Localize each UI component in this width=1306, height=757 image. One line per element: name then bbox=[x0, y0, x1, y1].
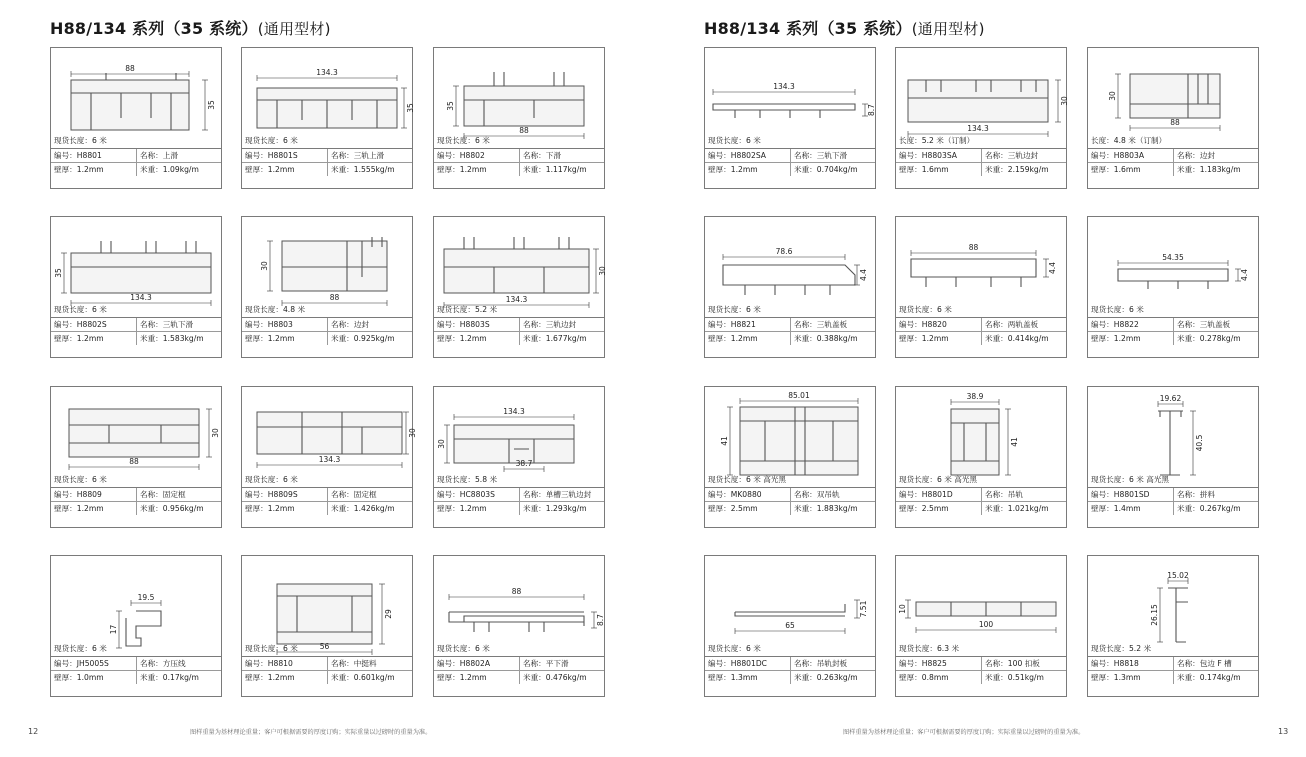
page-title-text: H88/134 系列（35 系统） bbox=[704, 19, 912, 38]
stock-length: 现货长度：5.2 米 bbox=[437, 305, 498, 314]
dimension-label: 134.3 bbox=[316, 68, 338, 77]
meter-weight: 米重：0.925kg/m bbox=[331, 334, 395, 343]
dimension-label: 56 bbox=[319, 642, 330, 651]
spec-row bbox=[1088, 317, 1258, 331]
product-name: 名称：三轨上滑 bbox=[331, 151, 385, 160]
product-card bbox=[433, 216, 607, 357]
dimension-label: 29 bbox=[384, 609, 393, 619]
product-card bbox=[433, 386, 604, 527]
spec-row bbox=[434, 487, 604, 501]
meter-weight: 米重：1.117kg/m bbox=[523, 165, 587, 174]
meter-weight: 米重：0.51kg/m bbox=[985, 673, 1044, 682]
spec-row bbox=[434, 501, 604, 515]
meter-weight: 米重：1.426kg/m bbox=[331, 504, 395, 513]
spec-row bbox=[1088, 487, 1258, 501]
wall-thickness: 壁厚：1.2mm bbox=[705, 332, 791, 345]
product-code: 编号：H8803 bbox=[242, 318, 328, 331]
product-code: 编号：H8801 bbox=[51, 149, 137, 162]
meter-weight: 米重：1.883kg/m bbox=[794, 504, 858, 513]
wall-thickness: 壁厚：1.2mm bbox=[242, 671, 328, 684]
product-name: 名称：方压线 bbox=[140, 659, 186, 668]
spec-row bbox=[434, 148, 604, 162]
wall-thickness: 壁厚：1.2mm bbox=[896, 332, 982, 345]
wall-thickness: 壁厚：1.2mm bbox=[434, 671, 520, 684]
wall-thickness: 壁厚：1.2mm bbox=[242, 163, 328, 176]
product-card bbox=[704, 216, 875, 357]
stock-length: 现货长度：6 米 bbox=[708, 136, 761, 145]
product-card bbox=[1087, 555, 1258, 696]
dimension-label: 30 bbox=[437, 439, 446, 449]
product-code: 编号：H8818 bbox=[1088, 657, 1174, 670]
stock-length: 现货长度：6 米 bbox=[245, 136, 298, 145]
dimension-label: 40.5 bbox=[1195, 434, 1204, 452]
product-card bbox=[1087, 386, 1258, 527]
profile-drawing bbox=[241, 555, 413, 657]
footnote-right: 图样重量为基材理论重量；客户可根据需要的厚度订购；实际重量以过磅时的重量为准。 bbox=[843, 729, 1085, 736]
page-title-right bbox=[704, 16, 985, 39]
spec-table bbox=[433, 148, 605, 189]
wall-thickness: 壁厚：1.6mm bbox=[896, 163, 982, 176]
spec-table bbox=[241, 317, 413, 358]
stock-length: 现货长度：6 米 bbox=[54, 644, 107, 653]
product-card bbox=[895, 216, 1066, 357]
dimension-label: 88 bbox=[968, 243, 979, 252]
spec-table bbox=[704, 148, 876, 189]
dimension-label: 41 bbox=[1010, 437, 1019, 447]
stock-length: 现货长度：6 米 bbox=[437, 644, 490, 653]
spec-row bbox=[1088, 162, 1258, 176]
spec-row bbox=[434, 670, 604, 684]
dimension-label: 26.15 bbox=[1150, 604, 1159, 626]
meter-weight: 米重：0.388kg/m bbox=[794, 334, 858, 343]
meter-weight: 米重：0.267kg/m bbox=[1177, 504, 1241, 513]
dimension-label: 17 bbox=[109, 624, 118, 635]
wall-thickness: 壁厚：1.3mm bbox=[705, 671, 791, 684]
dimension-label: 7.51 bbox=[859, 600, 868, 618]
spec-row bbox=[434, 656, 604, 670]
profile-drawing bbox=[50, 47, 222, 149]
dimension-label: 30 bbox=[408, 428, 417, 438]
product-code: 编号：H8801SD bbox=[1088, 488, 1174, 501]
product-name: 名称：固定框 bbox=[331, 490, 377, 499]
profile-drawing bbox=[1087, 555, 1259, 657]
profile-drawing bbox=[704, 555, 876, 657]
stock-length: 现货长度：6 米 bbox=[708, 305, 761, 314]
dimension-label: 4.4 bbox=[1240, 269, 1249, 281]
dimension-label: 35 bbox=[406, 103, 415, 113]
product-code: 编号：H8803S bbox=[434, 318, 520, 331]
product-code: 编号：H8803SA bbox=[896, 149, 982, 162]
dimension-label: 4.4 bbox=[1048, 262, 1057, 274]
dimension-label: 30 bbox=[260, 261, 269, 271]
dimension-label: 85.01 bbox=[788, 391, 810, 400]
spec-row bbox=[242, 656, 412, 670]
meter-weight: 米重：0.278kg/m bbox=[1177, 334, 1241, 343]
product-name: 名称：两轨盖板 bbox=[985, 320, 1039, 329]
dimension-label: 134.3 bbox=[130, 293, 152, 302]
dimension-label: 54.35 bbox=[1162, 253, 1184, 262]
dimension-label: 134.3 bbox=[318, 455, 341, 464]
stock-length: 现货长度：6 米 bbox=[437, 136, 490, 145]
wall-thickness: 壁厚：1.6mm bbox=[1088, 163, 1174, 176]
meter-weight: 米重：0.263kg/m bbox=[794, 673, 858, 682]
product-card bbox=[895, 555, 1066, 696]
stock-length: 现货长度：5.8 米 bbox=[437, 475, 498, 484]
meter-weight: 米重：1.583kg/m bbox=[140, 334, 204, 343]
wall-thickness: 壁厚：1.2mm bbox=[1088, 332, 1174, 345]
dimension-label: 134.3 bbox=[503, 407, 525, 416]
profile-drawing bbox=[895, 386, 1067, 488]
meter-weight: 米重：1.09kg/m bbox=[140, 165, 199, 174]
product-code: 编号：H8810 bbox=[242, 657, 328, 670]
dimension-label: 78.6 bbox=[775, 247, 793, 256]
spec-row bbox=[705, 331, 875, 345]
product-code: 编号：JH5005S bbox=[51, 657, 137, 670]
spec-table bbox=[50, 148, 222, 189]
spec-row bbox=[705, 317, 875, 331]
profile-drawing bbox=[704, 216, 876, 318]
product-code: 编号：H8801S bbox=[242, 149, 328, 162]
meter-weight: 米重：1.293kg/m bbox=[523, 504, 587, 513]
spec-row bbox=[242, 317, 412, 331]
stock-length: 现货长度：6 米 高光黑 bbox=[1091, 475, 1170, 484]
spec-row bbox=[51, 331, 221, 345]
spec-row bbox=[705, 148, 875, 162]
stock-length: 现货长度：6 米 bbox=[1091, 305, 1144, 314]
product-card bbox=[895, 386, 1066, 527]
product-name: 名称：双吊轨 bbox=[794, 490, 840, 499]
dimension-label: 88 bbox=[329, 293, 340, 302]
product-name: 名称：100 扣板 bbox=[985, 659, 1040, 668]
profile-drawing bbox=[241, 386, 417, 488]
dimension-label: 65 bbox=[785, 621, 795, 630]
spec-table bbox=[895, 148, 1067, 189]
product-card bbox=[50, 386, 221, 527]
spec-table bbox=[895, 317, 1067, 358]
profile-drawing bbox=[50, 386, 222, 488]
meter-weight: 米重：0.17kg/m bbox=[140, 673, 199, 682]
product-name: 名称：边封 bbox=[331, 320, 369, 329]
meter-weight: 米重：0.174kg/m bbox=[1177, 673, 1241, 682]
product-card bbox=[433, 47, 604, 188]
spec-row bbox=[434, 317, 604, 331]
spec-row bbox=[242, 148, 412, 162]
dimension-label: 134.3 bbox=[505, 295, 528, 304]
spec-table bbox=[241, 656, 413, 697]
spec-table bbox=[1087, 656, 1259, 697]
meter-weight: 米重：0.476kg/m bbox=[523, 673, 587, 682]
dimension-label: 134.3 bbox=[773, 82, 795, 91]
wall-thickness: 壁厚：1.0mm bbox=[51, 671, 137, 684]
dimension-label: 8.7 bbox=[596, 614, 605, 626]
meter-weight: 米重：1.183kg/m bbox=[1177, 165, 1241, 174]
product-name: 名称：拼料 bbox=[1177, 490, 1215, 499]
dimension-label: 35 bbox=[446, 101, 455, 111]
wall-thickness: 壁厚：1.2mm bbox=[51, 163, 137, 176]
stock-length: 现货长度：6 米 bbox=[708, 644, 761, 653]
product-card bbox=[50, 216, 221, 357]
product-card bbox=[704, 555, 875, 696]
footnote-left: 图样重量为基材理论重量；客户可根据需要的厚度订购；实际重量以过磅时的重量为准。 bbox=[190, 729, 432, 736]
product-card bbox=[1087, 47, 1258, 188]
spec-table bbox=[895, 656, 1067, 697]
wall-thickness: 壁厚：1.2mm bbox=[434, 332, 520, 345]
dimension-label: 30 bbox=[211, 428, 220, 438]
spec-table bbox=[433, 656, 605, 697]
spec-row bbox=[242, 670, 412, 684]
product-code: 编号：H8809 bbox=[51, 488, 137, 501]
dimension-label: 30 bbox=[1108, 91, 1117, 101]
profile-drawing bbox=[50, 555, 222, 657]
page-title-text: H88/134 系列（35 系统） bbox=[50, 19, 258, 38]
wall-thickness: 壁厚：1.2mm bbox=[434, 163, 520, 176]
product-name: 名称：中挺料 bbox=[331, 659, 377, 668]
stock-length: 现货长度：6 米 bbox=[245, 475, 298, 484]
spec-row bbox=[434, 331, 604, 345]
profile-drawing bbox=[241, 47, 413, 149]
product-code: 编号：H8809S bbox=[242, 488, 328, 501]
wall-thickness: 壁厚：2.5mm bbox=[896, 502, 982, 515]
dimension-label: 19.62 bbox=[1159, 394, 1182, 403]
wall-thickness: 壁厚：1.3mm bbox=[1088, 671, 1174, 684]
dimension-label: 41 bbox=[720, 436, 729, 446]
wall-thickness: 壁厚：1.2mm bbox=[51, 332, 137, 345]
product-name: 名称：上滑 bbox=[140, 151, 178, 160]
product-code: 编号：H8801DC bbox=[705, 657, 791, 670]
dimension-label: 19.5 bbox=[137, 593, 155, 602]
dimension-label: 8.7 bbox=[867, 104, 876, 116]
stock-length: 长度：4.8 米（订制） bbox=[1091, 136, 1167, 145]
meter-weight: 米重：2.159kg/m bbox=[985, 165, 1049, 174]
spec-row bbox=[51, 317, 221, 331]
spec-row bbox=[1088, 501, 1258, 515]
spec-table bbox=[1087, 487, 1259, 528]
product-card bbox=[704, 47, 875, 188]
dimension-label: 88 bbox=[125, 64, 135, 73]
stock-length: 现货长度：6.3 米 bbox=[899, 644, 960, 653]
product-name: 名称：边封 bbox=[1177, 151, 1215, 160]
spec-table bbox=[241, 487, 413, 528]
spec-row bbox=[705, 656, 875, 670]
spec-table bbox=[704, 656, 876, 697]
spec-row bbox=[1088, 148, 1258, 162]
profile-drawing bbox=[241, 216, 413, 318]
stock-length: 现货长度：6 米 高光黑 bbox=[708, 475, 787, 484]
profile-drawing bbox=[433, 47, 605, 149]
product-name: 名称：平下滑 bbox=[523, 659, 569, 668]
spec-table bbox=[1087, 317, 1259, 358]
product-code: 编号：H8825 bbox=[896, 657, 982, 670]
product-card bbox=[241, 386, 417, 527]
spec-row bbox=[242, 162, 412, 176]
product-name: 名称：包边 F 槽 bbox=[1177, 659, 1232, 668]
wall-thickness: 壁厚：1.2mm bbox=[242, 502, 328, 515]
spec-row bbox=[51, 670, 221, 684]
spec-row bbox=[896, 331, 1066, 345]
spec-table bbox=[433, 317, 605, 358]
wall-thickness: 壁厚：1.2mm bbox=[51, 502, 137, 515]
profile-drawing bbox=[704, 386, 876, 488]
product-code: 编号：H8820 bbox=[896, 318, 982, 331]
spec-row bbox=[242, 487, 412, 501]
product-code: 编号：H8802S bbox=[51, 318, 137, 331]
stock-length: 长度：5.2 米（订制） bbox=[899, 136, 975, 145]
spec-table bbox=[704, 317, 876, 358]
spec-row bbox=[242, 501, 412, 515]
product-name: 名称：三轨边封 bbox=[523, 320, 577, 329]
product-card bbox=[241, 216, 412, 357]
product-name: 名称：吊轨 bbox=[985, 490, 1023, 499]
profile-drawing bbox=[433, 216, 605, 318]
product-code: 编号：H8803A bbox=[1088, 149, 1174, 162]
stock-length: 现货长度：6 米 bbox=[54, 136, 107, 145]
dimension-label: 100 bbox=[978, 620, 994, 629]
meter-weight: 米重：1.021kg/m bbox=[985, 504, 1049, 513]
spec-row bbox=[705, 487, 875, 501]
dimension-label: 38.7 bbox=[515, 459, 533, 468]
profile-drawing bbox=[895, 47, 1067, 149]
spec-row bbox=[51, 656, 221, 670]
dimension-label: 88 bbox=[1170, 118, 1180, 127]
spec-table bbox=[704, 487, 876, 528]
dimension-label: 30 bbox=[1060, 96, 1069, 106]
spec-row bbox=[51, 162, 221, 176]
spec-row bbox=[434, 162, 604, 176]
spec-row bbox=[705, 670, 875, 684]
spec-table bbox=[433, 487, 605, 528]
product-name: 名称：三轨盖板 bbox=[794, 320, 848, 329]
spec-row bbox=[51, 148, 221, 162]
product-card bbox=[895, 47, 1069, 188]
product-card bbox=[50, 47, 221, 188]
dimension-label: 35 bbox=[207, 100, 216, 110]
product-code: 编号：H8801D bbox=[896, 488, 982, 501]
profile-drawing bbox=[895, 216, 1067, 318]
product-name: 名称：三轨边封 bbox=[985, 151, 1039, 160]
meter-weight: 米重：0.956kg/m bbox=[140, 504, 204, 513]
spec-row bbox=[1088, 331, 1258, 345]
stock-length: 现货长度：6 米 bbox=[54, 305, 107, 314]
spec-row bbox=[51, 501, 221, 515]
spec-row bbox=[896, 656, 1066, 670]
spec-row bbox=[896, 148, 1066, 162]
spec-row bbox=[896, 501, 1066, 515]
wall-thickness: 壁厚：1.4mm bbox=[1088, 502, 1174, 515]
wall-thickness: 壁厚：2.5mm bbox=[705, 502, 791, 515]
meter-weight: 米重：1.555kg/m bbox=[331, 165, 395, 174]
meter-weight: 米重：0.704kg/m bbox=[794, 165, 858, 174]
product-code: 编号：H8822 bbox=[1088, 318, 1174, 331]
profile-drawing bbox=[1087, 47, 1259, 149]
spec-row bbox=[705, 501, 875, 515]
product-name: 名称：三轨下滑 bbox=[794, 151, 848, 160]
spec-table bbox=[50, 487, 222, 528]
spec-row bbox=[705, 162, 875, 176]
page-number-right: 13 bbox=[1278, 727, 1289, 736]
wall-thickness: 壁厚：1.2mm bbox=[434, 502, 520, 515]
product-code: 编号：HC8803S bbox=[434, 488, 520, 501]
product-card bbox=[433, 555, 604, 696]
spec-row bbox=[896, 487, 1066, 501]
product-card bbox=[704, 386, 875, 527]
product-code: 编号：H8802SA bbox=[705, 149, 791, 162]
profile-drawing bbox=[1087, 216, 1259, 318]
product-card bbox=[50, 555, 221, 696]
spec-row bbox=[896, 162, 1066, 176]
dimension-label: 35 bbox=[54, 268, 63, 278]
profile-drawing bbox=[433, 555, 605, 657]
dimension-label: 15.02 bbox=[1167, 571, 1189, 580]
profile-drawing bbox=[704, 47, 876, 149]
product-name: 名称：三轨下滑 bbox=[140, 320, 194, 329]
dimension-label: 134.3 bbox=[967, 124, 989, 133]
product-name: 名称：单槽三轨边封 bbox=[523, 490, 592, 499]
product-code: 编号：H8802A bbox=[434, 657, 520, 670]
spec-table bbox=[895, 487, 1067, 528]
spec-table bbox=[50, 656, 222, 697]
stock-length: 现货长度：4.8 米 bbox=[245, 305, 306, 314]
spec-row bbox=[242, 331, 412, 345]
dimension-label: 88 bbox=[511, 587, 522, 596]
product-name: 名称：三轨盖板 bbox=[1177, 320, 1231, 329]
dimension-label: 88 bbox=[519, 126, 529, 135]
profile-drawing bbox=[1087, 386, 1259, 488]
product-code: 编号：H8802 bbox=[434, 149, 520, 162]
product-name: 名称：固定框 bbox=[140, 490, 186, 499]
dimension-label: 10 bbox=[898, 604, 907, 614]
product-code: 编号：MK0880 bbox=[705, 488, 791, 501]
spec-row bbox=[1088, 670, 1258, 684]
spec-row bbox=[896, 317, 1066, 331]
dimension-label: 30 bbox=[598, 266, 607, 276]
spec-row bbox=[51, 487, 221, 501]
spec-table bbox=[50, 317, 222, 358]
page-title-suffix: (通用型材) bbox=[911, 20, 985, 38]
spec-row bbox=[896, 670, 1066, 684]
dimension-label: 88 bbox=[129, 457, 139, 466]
profile-drawing bbox=[895, 555, 1067, 657]
meter-weight: 米重：1.677kg/m bbox=[523, 334, 587, 343]
dimension-label: 38.9 bbox=[966, 392, 984, 401]
page-number-left: 12 bbox=[28, 727, 39, 736]
product-card bbox=[1087, 216, 1258, 357]
wall-thickness: 壁厚：1.2mm bbox=[242, 332, 328, 345]
page-title-suffix: (通用型材) bbox=[257, 20, 331, 38]
product-name: 名称：下滑 bbox=[523, 151, 561, 160]
stock-length: 现货长度：6 米 高光黑 bbox=[899, 475, 978, 484]
stock-length: 现货长度：5.2 米 bbox=[1091, 644, 1152, 653]
wall-thickness: 壁厚：1.2mm bbox=[705, 163, 791, 176]
spec-table bbox=[241, 148, 413, 189]
dimension-label: 4.4 bbox=[859, 269, 868, 281]
product-card bbox=[241, 555, 412, 696]
meter-weight: 米重：0.601kg/m bbox=[331, 673, 395, 682]
page-title-left bbox=[50, 16, 331, 39]
stock-length: 现货长度：6 米 bbox=[245, 644, 298, 653]
profile-drawing bbox=[50, 216, 222, 318]
stock-length: 现货长度：6 米 bbox=[54, 475, 107, 484]
product-card bbox=[241, 47, 415, 188]
product-code: 编号：H8821 bbox=[705, 318, 791, 331]
spec-row bbox=[1088, 656, 1258, 670]
wall-thickness: 壁厚：0.8mm bbox=[896, 671, 982, 684]
product-name: 名称：吊轨封板 bbox=[794, 659, 848, 668]
profile-drawing bbox=[433, 386, 605, 488]
spec-table bbox=[1087, 148, 1259, 189]
stock-length: 现货长度：6 米 bbox=[899, 305, 952, 314]
meter-weight: 米重：0.414kg/m bbox=[985, 334, 1049, 343]
